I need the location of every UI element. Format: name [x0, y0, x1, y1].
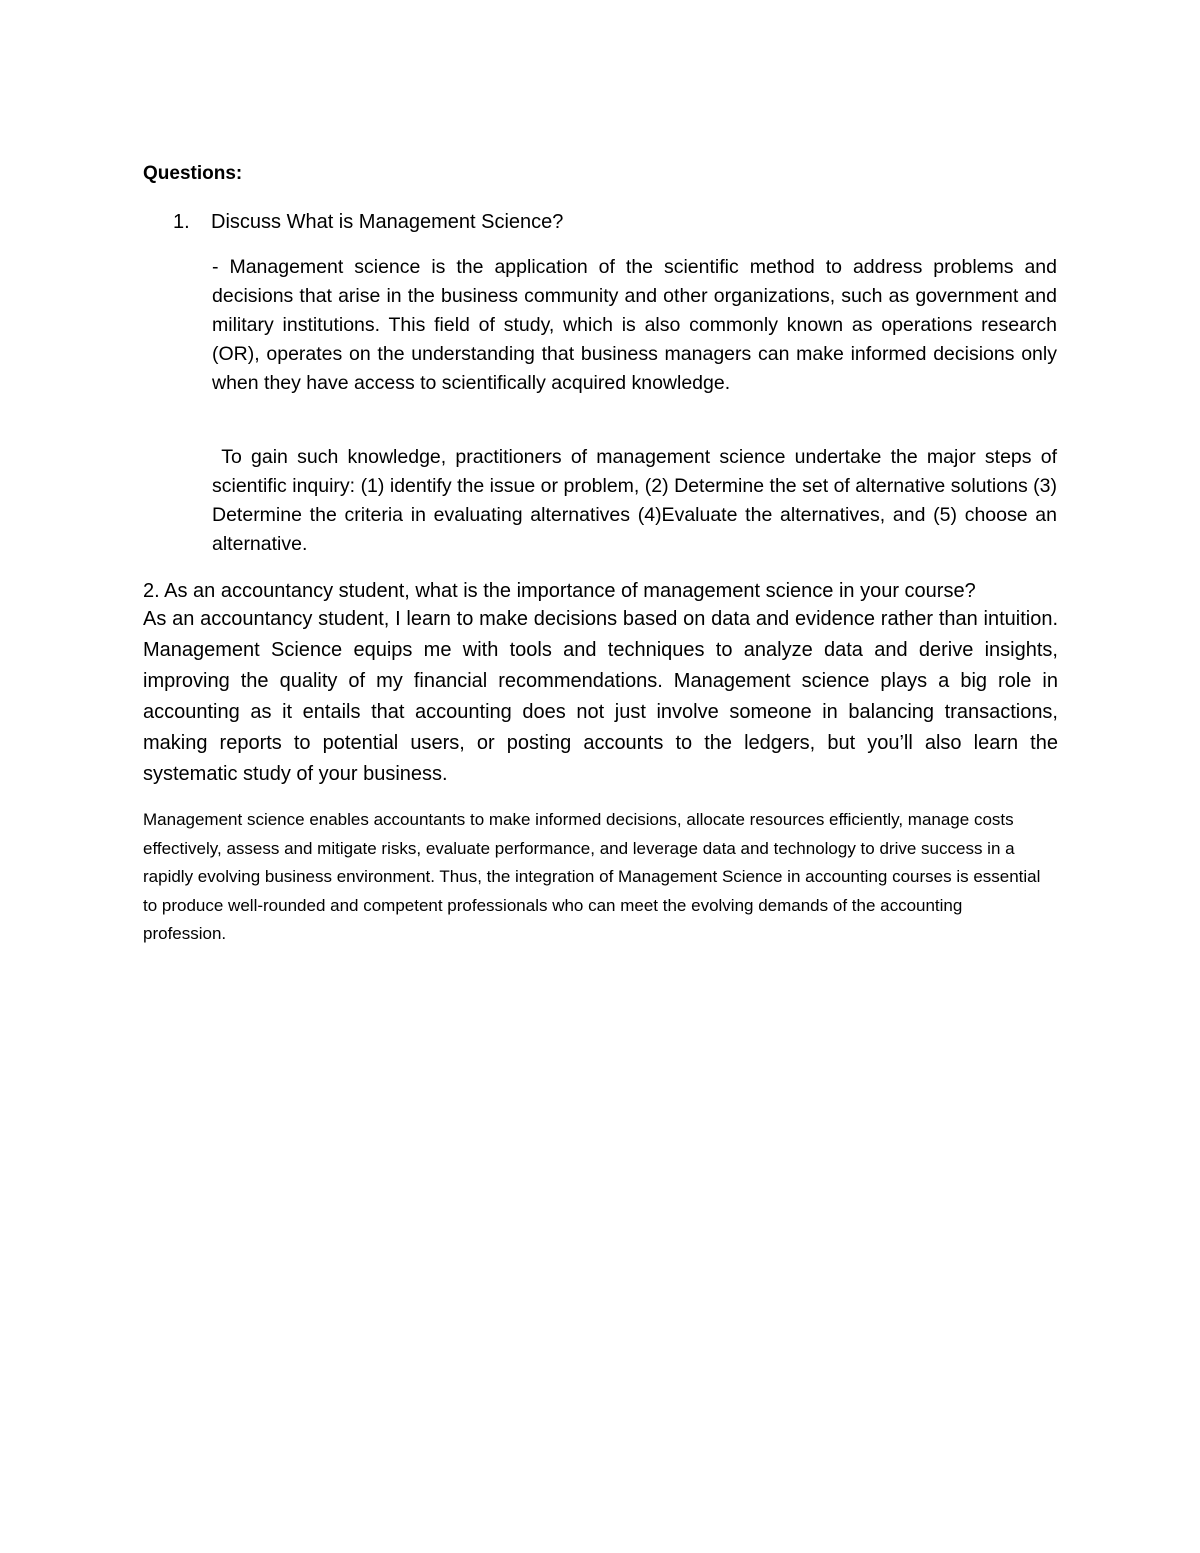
questions-heading: Questions:	[143, 163, 243, 184]
question-1-number: 1.	[173, 211, 190, 233]
question-2-title: 2. As an accountancy student, what is the importance of management science in your course?	[143, 580, 976, 602]
question-1-title	[173, 211, 563, 234]
question-2-answer-paragraph-1: As an accountancy student, I learn to make decisions based on data and evidence rather than intuition. Management Science equips me with tools and techniques to analyze data and derive insights, improving the quality of my financial recommendations. Management science plays a big role in accounting as it entails that accounting does not just involve someone in balancing transactions, making reports to potential users, or posting accounts to the ledgers, but you’ll also learn the systematic study of your business.	[143, 608, 1058, 785]
question-2-answer-paragraph-2: Management science enables accountants to make informed decisions, allocate resources efficiently, manage costs effectively, assess and mitigate risks, evaluate performance, and leverage data and technology to drive success in a rapidly evolving business environment. Thus, the integration of Management Science in accounting courses is essential to produce well-rounded and competent professionals who can meet the evolving demands of the accounting profession.	[143, 810, 1041, 943]
question-1-answer-paragraph-2-text: To gain such knowledge, practitioners of management science undertake the major steps of scientific inquiry: (1) identify the issue or problem, (2) Determine the set of alternative solutions (3) Determine the criteria in evaluating alternatives (4)Evaluate the alternatives, and (5) choose an alternative.	[212, 446, 1057, 555]
question-1-answer-paragraph-2	[212, 443, 1057, 559]
question-1-answer-paragraph-1: - Management science is the application of the scientific method to address problems and decisions that arise in the business community and other organizations, such as government and military institutions. This field of study, which is also commonly known as operations research (OR), operates on the understanding that business managers can make informed decisions only when they have access to scientifically acquired knowledge.	[212, 256, 1057, 394]
question-1-text: Discuss What is Management Science?	[211, 211, 564, 233]
